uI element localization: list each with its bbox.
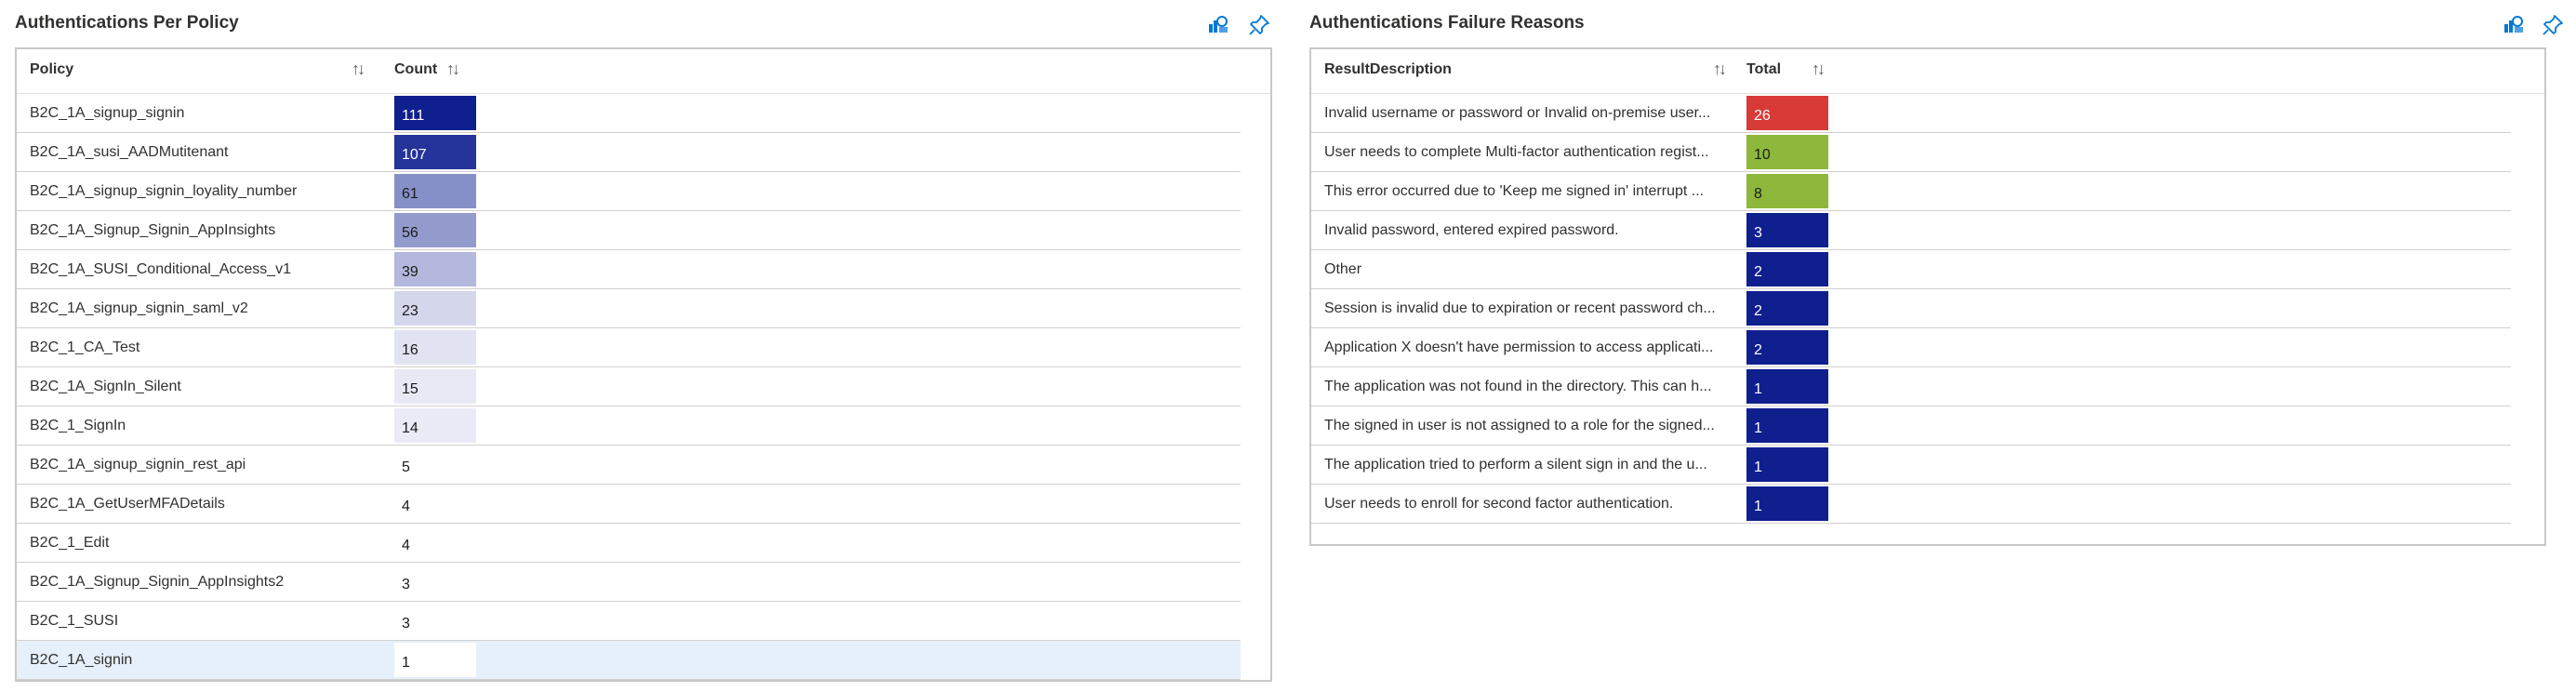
row-value: 23 <box>402 303 418 319</box>
row-label: Invalid username or password or Invalid on-premise user... <box>1324 105 1711 121</box>
panel-header <box>1293 0 2576 47</box>
grid-body <box>1311 94 2544 524</box>
table-row[interactable] <box>1311 211 2511 250</box>
value-bar <box>394 447 476 482</box>
row-value: 39 <box>402 264 418 280</box>
row-label: B2C_1A_signup_signin_rest_api <box>30 457 246 472</box>
grid-body <box>17 94 1270 680</box>
row-value: 2 <box>1754 303 1762 319</box>
value-bar <box>1746 408 1828 443</box>
table-row[interactable] <box>1311 133 2511 172</box>
column-header-total[interactable]: Total <box>1746 61 1782 77</box>
value-bar <box>394 565 476 599</box>
row-value: 14 <box>402 420 418 436</box>
table-row[interactable] <box>17 289 1241 328</box>
failure-grid <box>1309 47 2546 546</box>
row-label: B2C_1A_GetUserMFADetails <box>30 496 225 512</box>
table-row[interactable] <box>1311 485 2511 524</box>
grid-header <box>1311 49 2544 94</box>
value-bar <box>394 252 476 286</box>
column-header-resultdescription[interactable]: ResultDescription <box>1324 61 1452 77</box>
value-bar <box>1746 486 1828 521</box>
row-value: 1 <box>402 655 410 671</box>
panel-title: Authentications Per Policy <box>15 13 239 33</box>
row-label: User needs to enroll for second factor authentication. <box>1324 496 1674 512</box>
value-bar <box>394 213 476 247</box>
value-bar <box>1746 174 1828 208</box>
row-label: B2C_1A_signin <box>30 652 133 668</box>
row-value: 3 <box>402 616 410 632</box>
row-value: 2 <box>1754 342 1762 358</box>
value-bar <box>394 291 476 326</box>
value-bar <box>1746 96 1828 130</box>
log-analytics-icon[interactable] <box>1206 13 1230 37</box>
table-row[interactable] <box>17 367 1241 406</box>
value-bar <box>394 486 476 521</box>
row-value: 16 <box>402 342 418 358</box>
row-label: The application was not found in the directory. This can h... <box>1324 379 1712 394</box>
value-bar <box>394 135 476 169</box>
log-analytics-icon[interactable] <box>2502 13 2526 37</box>
table-row[interactable] <box>17 211 1241 250</box>
row-value: 3 <box>402 577 410 592</box>
row-label: Application X doesn't have permission to access applicati... <box>1324 339 1714 355</box>
row-value: 61 <box>402 186 418 202</box>
table-row[interactable] <box>1311 250 2511 289</box>
value-bar <box>1746 135 1828 169</box>
value-bar <box>1746 252 1828 286</box>
table-row[interactable] <box>1311 172 2511 211</box>
table-row[interactable] <box>1311 328 2511 367</box>
table-row[interactable] <box>1311 446 2511 485</box>
pin-icon[interactable] <box>2541 13 2565 37</box>
policy-grid <box>15 47 1272 682</box>
table-row[interactable] <box>17 485 1241 524</box>
sort-policy-icon[interactable]: ↑↓ <box>352 60 363 78</box>
value-bar <box>394 643 476 677</box>
value-bar <box>394 526 476 560</box>
value-bar <box>394 604 476 638</box>
sort-count-icon[interactable]: ↑↓ <box>446 60 458 78</box>
table-row[interactable] <box>17 641 1241 680</box>
row-value: 8 <box>1754 186 1762 202</box>
table-row[interactable] <box>17 133 1241 172</box>
table-row[interactable] <box>17 524 1241 563</box>
row-label: Session is invalid due to expiration or recent password ch... <box>1324 300 1716 316</box>
row-value: 56 <box>402 225 418 241</box>
row-value: 107 <box>402 147 427 163</box>
value-bar <box>1746 291 1828 326</box>
row-label: Invalid password, entered expired password. <box>1324 222 1619 238</box>
row-label: B2C_1A_signup_signin_saml_v2 <box>30 300 248 316</box>
row-label: B2C_1_SignIn <box>30 418 126 433</box>
row-value: 2 <box>1754 264 1762 280</box>
row-value: 26 <box>1754 108 1771 124</box>
row-value: 1 <box>1754 420 1762 436</box>
table-row[interactable] <box>17 563 1241 602</box>
row-label: B2C_1A_SUSI_Conditional_Access_v1 <box>30 261 292 277</box>
row-label: B2C_1A_signup_signin_loyality_number <box>30 183 298 199</box>
row-label: B2C_1_Edit <box>30 535 110 551</box>
panel-header <box>0 0 1293 47</box>
failure-panel <box>1293 0 2576 514</box>
row-label: B2C_1A_SignIn_Silent <box>30 379 181 394</box>
grid-header <box>17 49 1270 94</box>
column-header-count[interactable]: Count <box>394 61 438 77</box>
value-bar <box>394 174 476 208</box>
value-bar <box>394 96 476 130</box>
table-row[interactable] <box>17 446 1241 485</box>
table-row[interactable] <box>1311 94 2511 133</box>
panel-title: Authentications Failure Reasons <box>1309 13 1585 33</box>
value-bar <box>394 330 476 365</box>
row-value: 1 <box>1754 459 1762 475</box>
row-value: 1 <box>1754 499 1762 514</box>
value-bar <box>1746 330 1828 365</box>
row-label: User needs to complete Multi-factor authentication regist... <box>1324 144 1709 160</box>
row-label: The signed in user is not assigned to a role for the signed... <box>1324 418 1715 433</box>
row-label: B2C_1A_signup_signin <box>30 105 185 121</box>
row-value: 10 <box>1754 147 1771 163</box>
row-label: B2C_1_SUSI <box>30 613 119 629</box>
row-value: 5 <box>402 459 410 475</box>
row-label: B2C_1A_susi_AADMutitenant <box>30 144 229 160</box>
value-bar <box>394 408 476 443</box>
row-label: B2C_1_CA_Test <box>30 339 140 355</box>
column-header-policy[interactable]: Policy <box>30 61 74 77</box>
table-row[interactable] <box>17 250 1241 289</box>
table-row[interactable] <box>17 406 1241 446</box>
table-row[interactable] <box>17 328 1241 367</box>
sort-resultdescription-icon[interactable]: ↑↓ <box>1713 60 1724 78</box>
row-label: Other <box>1324 261 1362 277</box>
row-value: 4 <box>402 499 410 514</box>
table-row[interactable] <box>1311 289 2511 328</box>
row-label: B2C_1A_Signup_Signin_AppInsights2 <box>30 574 285 590</box>
row-label: The application tried to perform a silent sign in and the u... <box>1324 457 1707 472</box>
sort-total-icon[interactable]: ↑↓ <box>1812 60 1823 78</box>
policy-panel <box>0 0 1293 671</box>
pin-icon[interactable] <box>1247 13 1271 37</box>
row-value: 1 <box>1754 381 1762 397</box>
row-value: 4 <box>402 538 410 553</box>
row-value: 111 <box>402 108 425 124</box>
table-row[interactable] <box>1311 367 2511 406</box>
table-row[interactable] <box>17 94 1241 133</box>
value-bar <box>1746 369 1828 404</box>
row-label: B2C_1A_Signup_Signin_AppInsights <box>30 222 276 238</box>
value-bar <box>394 369 476 404</box>
value-bar <box>1746 213 1828 247</box>
row-value: 15 <box>402 381 418 397</box>
table-row[interactable] <box>17 602 1241 641</box>
row-label: This error occurred due to 'Keep me signed in' interrupt ... <box>1324 183 1705 199</box>
row-value: 3 <box>1754 225 1762 241</box>
value-bar <box>1746 447 1828 482</box>
table-row[interactable] <box>1311 406 2511 446</box>
table-row[interactable] <box>17 172 1241 211</box>
